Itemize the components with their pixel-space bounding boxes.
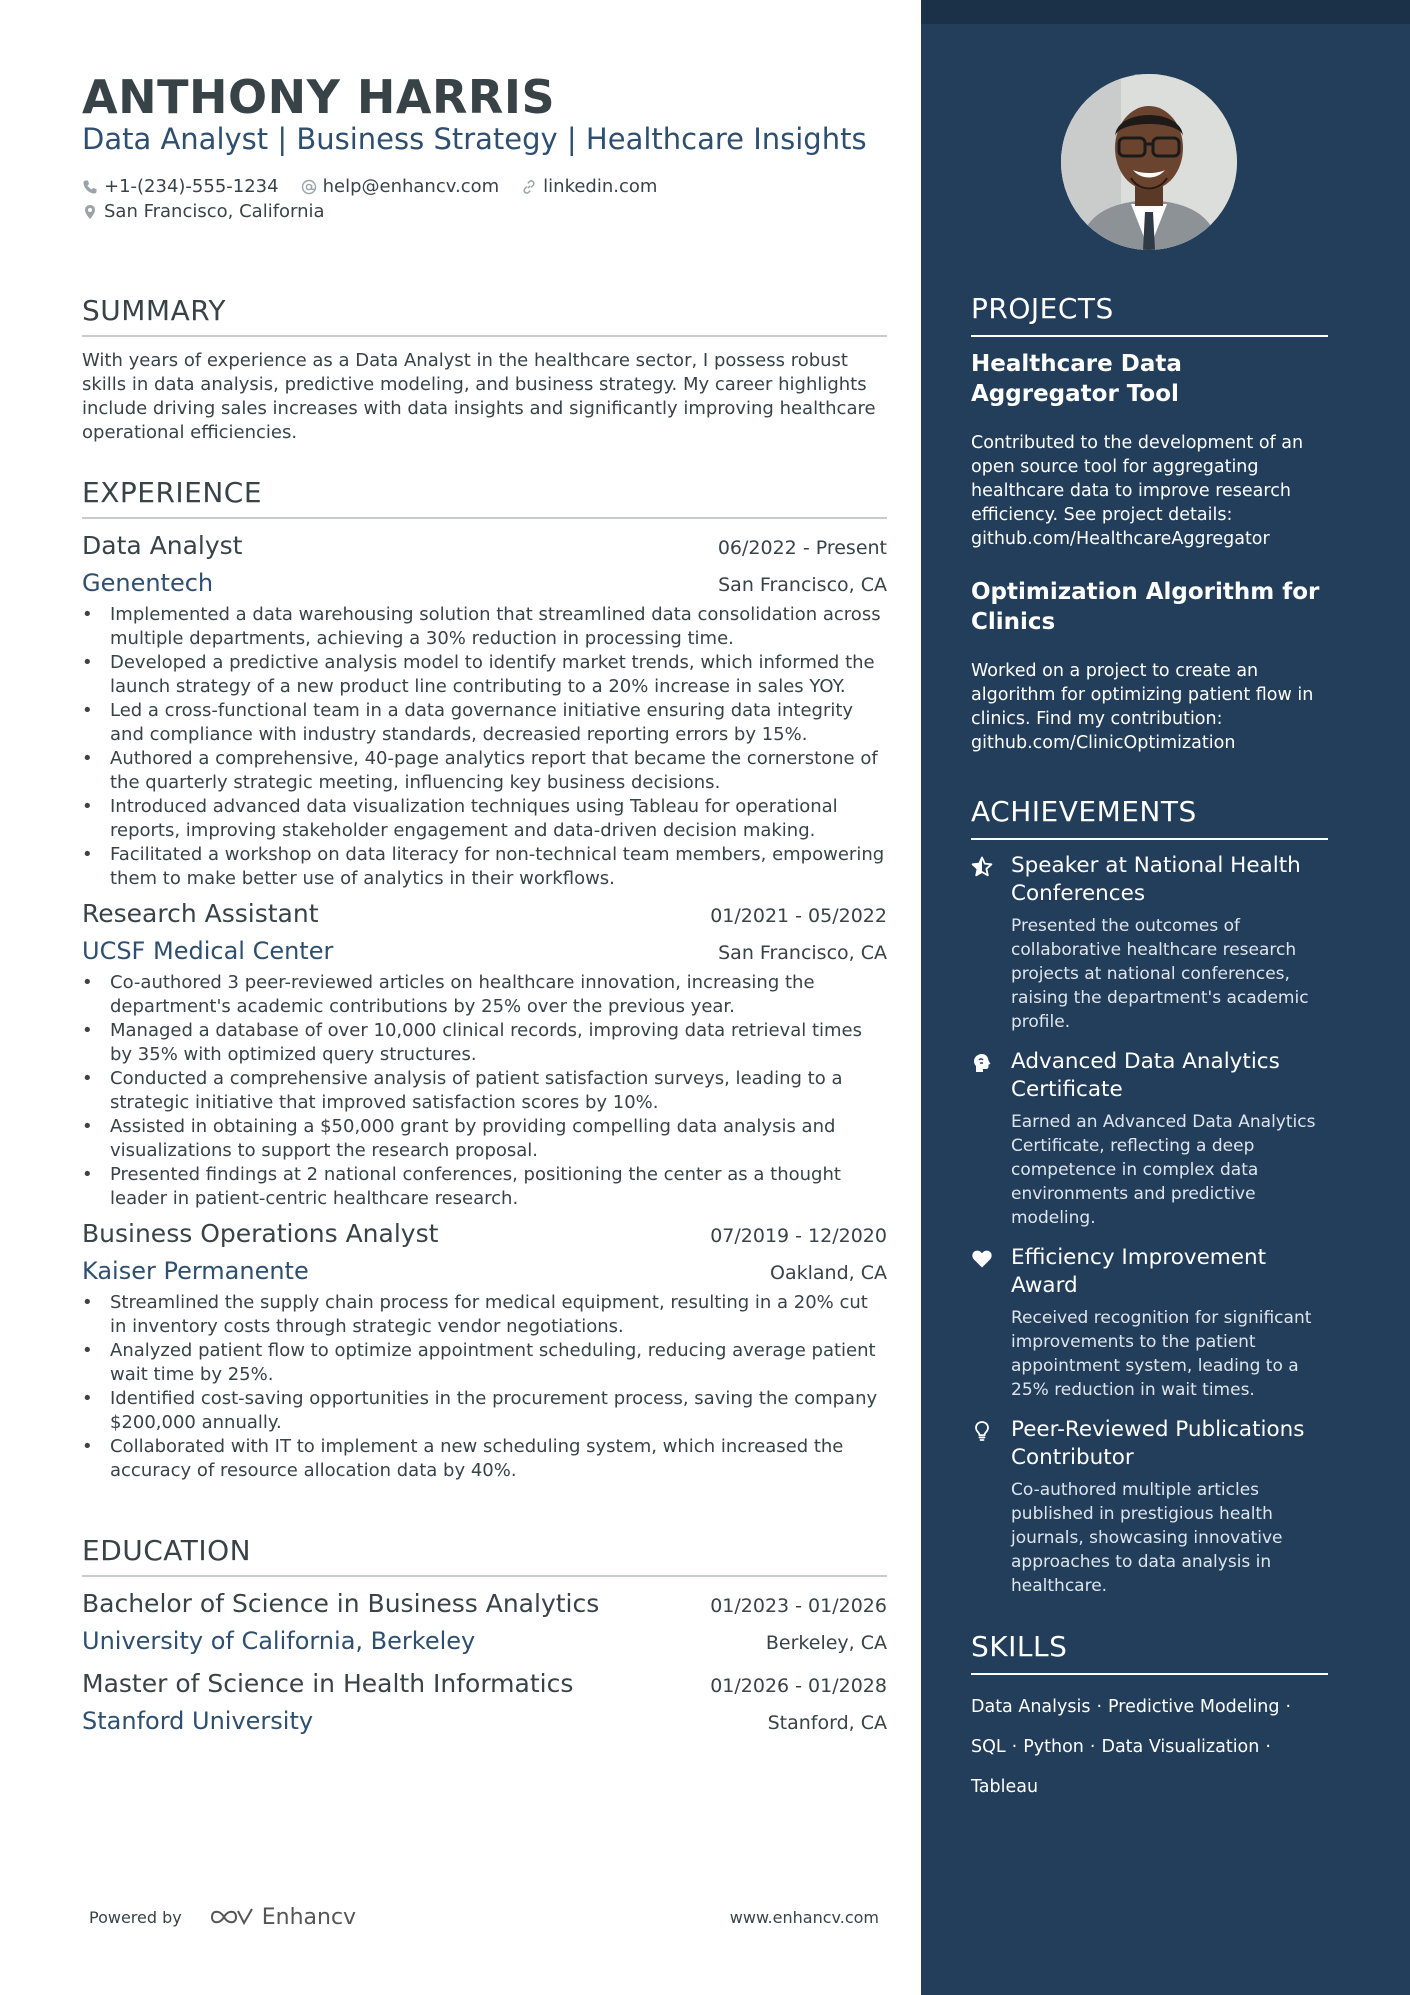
bullet: • Assisted in obtaining a $50,000 grant by providing compelling data analysis and visualizations to support the research proposal.: [82, 1115, 887, 1163]
skill-separator: ·: [1089, 1737, 1096, 1757]
heart-icon: [971, 1248, 993, 1270]
job-company: Kaiser Permanente: [82, 1257, 309, 1285]
education-dates: 01/2023 - 01/2026: [710, 1595, 887, 1617]
lightbulb-icon: [971, 1420, 993, 1442]
achievement-item: [971, 852, 1328, 1034]
bullet: • Facilitated a workshop on data literacy for non-technical team members, empowering them to make better use of analytics in their workflows.: [82, 843, 887, 891]
achievements-title: ACHIEVEMENTS: [971, 795, 1328, 840]
bullet: • Authored a comprehensive, 40-page analytics report that became the cornerstone of the quarterly strategic meeting, influencing key business decisions.: [82, 747, 887, 795]
brain-icon: [971, 1052, 993, 1074]
linkedin-link[interactable]: linkedin.com: [543, 176, 658, 197]
profile-photo: [1061, 74, 1237, 250]
projects-title: PROJECTS: [971, 292, 1328, 337]
phone-text: +1-(234)-555-1234: [104, 176, 279, 197]
achievement-description: Co-authored multiple articles published in prestigious health journals, showcasing innovative approaches to data analysis in healthcare.: [1011, 1480, 1283, 1596]
project-description: Worked on a project to create an algorithm for optimizing patient flow in clinics. Find my contribution: github.com/ClinicOptimization: [971, 661, 1314, 753]
email-link[interactable]: help@enhancv.com: [322, 176, 500, 197]
location-text: San Francisco, California: [104, 201, 325, 222]
achievement-description: Presented the outcomes of collaborative healthcare research projects at national conferences, raising the department's academic profile.: [1011, 916, 1309, 1032]
education-title: EDUCATION: [82, 1534, 887, 1577]
bullet: • Introduced advanced data visualization techniques using Tableau for operational reports, improving stakeholder engagement and data-driven decision making.: [82, 795, 887, 843]
achievement-item: [971, 1416, 1328, 1598]
achievement-title: Speaker at National Health Conferences: [1011, 853, 1301, 906]
project-title: Optimization Algorithm for Clinics: [971, 579, 1320, 635]
degree: Master of Science in Health Informatics: [82, 1669, 574, 1698]
school-location: Berkeley, CA: [765, 1632, 887, 1654]
job-title: Data Analyst: [82, 531, 243, 560]
skills-list: [971, 1687, 1328, 1807]
candidate-name: ANTHONY HARRIS: [82, 70, 556, 124]
sidebar-content: [971, 292, 1328, 1807]
experience-title: EXPERIENCE: [82, 476, 887, 519]
skill-separator: ·: [1011, 1737, 1018, 1757]
bullet: • Implemented a data warehousing solution that streamlined data consolidation across multiple departments, achieving a 30% reduction in processing time.: [82, 603, 887, 651]
skill-tag: Data Visualization: [1101, 1737, 1260, 1757]
achievements-list: [971, 852, 1328, 1598]
job-bullets: [82, 603, 887, 891]
bullet: • Led a cross-functional team in a data governance initiative ensuring data integrity and compliance with industry standards, decreasied reporting errors by 15%.: [82, 699, 887, 747]
project-description: Contributed to the development of an open source tool for aggregating healthcare data to improve research efficiency. See project details: github.com/HealthcareAggregator: [971, 433, 1304, 549]
sidebar-top-bar: [921, 0, 1410, 24]
skill-tag: Data Analysis: [971, 1697, 1091, 1717]
job-dates: 06/2022 - Present: [717, 537, 887, 559]
job-company: UCSF Medical Center: [82, 937, 334, 965]
profile-photo-illustration: [1061, 74, 1237, 250]
summary-text: With years of experience as a Data Analyst in the healthcare sector, I possess robust skills in data analysis, predictive modeling, and business strategy. My career highlights include driving sales increases with data insights and significantly improving healthcare operational efficiencies.: [82, 350, 876, 443]
achievement-title: Peer-Reviewed Publications Contributor: [1011, 1417, 1305, 1470]
project-item: [971, 349, 1328, 551]
enhancv-logo-icon: [208, 1905, 254, 1929]
skill-separator: ·: [1285, 1697, 1292, 1717]
achievement-title: Advanced Data Analytics Certificate: [1011, 1049, 1280, 1102]
job-bullets: [82, 1291, 887, 1483]
bullet: • Conducted a comprehensive analysis of patient satisfaction surveys, leading to a strategic initiative that improved satisfaction scores by 10%.: [82, 1067, 887, 1115]
project-title: Healthcare Data Aggregator Tool: [971, 351, 1182, 407]
achievement-title: Efficiency Improvement Award: [1011, 1245, 1267, 1298]
phone-icon: [82, 179, 98, 195]
skill-tag: SQL: [971, 1737, 1006, 1757]
bullet: • Co-authored 3 peer-reviewed articles on healthcare innovation, increasing the department's academic contributions by 25% over the previous year.: [82, 971, 887, 1019]
contact-row: [82, 176, 679, 197]
job-title: Business Operations Analyst: [82, 1219, 439, 1248]
job-entry: [82, 1219, 887, 1483]
contact-email[interactable]: [301, 176, 500, 197]
summary-title: SUMMARY: [82, 294, 887, 337]
project-item: [971, 577, 1328, 755]
bullet: • Managed a database of over 10,000 clinical records, improving data retrieval times by 35% with optimized query structures.: [82, 1019, 887, 1067]
summary-section: [82, 294, 887, 445]
education-entry: [82, 1669, 887, 1741]
bullet: • Presented findings at 2 national conferences, positioning the center as a thought leader in patient-centric healthcare research.: [82, 1163, 887, 1211]
job-location: San Francisco, CA: [718, 942, 887, 964]
experience-section: [82, 476, 887, 1491]
bullet: • Collaborated with IT to implement a new scheduling system, which increased the accuracy of resource allocation data by 40%.: [82, 1435, 887, 1483]
skill-tag: Python: [1023, 1737, 1084, 1757]
job-dates: 07/2019 - 12/2020: [710, 1225, 887, 1247]
contact-linkedin[interactable]: [521, 176, 657, 197]
skills-title: SKILLS: [971, 1630, 1328, 1675]
achievement-item: [971, 1244, 1328, 1402]
achievement-description: Earned an Advanced Data Analytics Certificate, reflecting a deep competence in complex data environments and predictive modeling.: [1011, 1112, 1316, 1228]
job-dates: 01/2021 - 05/2022: [710, 905, 887, 927]
school-location: Stanford, CA: [767, 1712, 887, 1734]
website-link[interactable]: www.enhancv.com: [729, 1907, 879, 1927]
powered-by-label: Powered by: [89, 1907, 182, 1927]
degree: Bachelor of Science in Business Analytics: [82, 1589, 600, 1618]
brand-name: Enhancv: [261, 1904, 357, 1930]
bullet: • Streamlined the supply chain process for medical equipment, resulting in a 20% cut in inventory costs through strategic vendor negotiations.: [82, 1291, 887, 1339]
job-location: Oakland, CA: [770, 1262, 887, 1284]
at-icon: [301, 179, 317, 195]
contact-location: [82, 201, 325, 222]
sidebar: [921, 0, 1410, 1995]
link-icon: [521, 179, 537, 195]
school: University of California, Berkeley: [82, 1627, 476, 1655]
education-section: [82, 1534, 887, 1749]
location-pin-icon: [82, 204, 98, 220]
job-company: Genentech: [82, 569, 214, 597]
achievement-item: [971, 1048, 1328, 1230]
job-title: Research Assistant: [82, 899, 319, 928]
skill-tag: Tableau: [971, 1777, 1039, 1797]
job-entry: [82, 531, 887, 891]
education-dates: 01/2026 - 01/2028: [710, 1675, 887, 1697]
skill-separator: ·: [1096, 1697, 1103, 1717]
powered-by: [89, 1905, 356, 1930]
brand-logo[interactable]: [208, 1905, 356, 1930]
school: Stanford University: [82, 1707, 314, 1735]
bullet: • Developed a predictive analysis model to identify market trends, which informed the launch strategy of a new product line contributing to a 20% increase in sales YOY.: [82, 651, 887, 699]
bullet: • Analyzed patient flow to optimize appointment scheduling, reducing average patient wait time by 25%.: [82, 1339, 887, 1387]
achievement-description: Received recognition for significant improvements to the patient appointment system, leading to a 25% reduction in wait times.: [1011, 1308, 1312, 1400]
headline: Data Analyst | Business Strategy | Healthcare Insights: [82, 122, 867, 156]
job-location: San Francisco, CA: [718, 574, 887, 596]
bullet: • Identified cost-saving opportunities in the procurement process, saving the company $200,000 annually.: [82, 1387, 887, 1435]
skill-separator: ·: [1265, 1737, 1271, 1757]
footer: [89, 1902, 879, 1932]
contact-phone: [82, 176, 279, 197]
skill-tag: Predictive Modeling: [1108, 1697, 1280, 1717]
education-entry: [82, 1589, 887, 1661]
job-bullets: [82, 971, 887, 1211]
location-row: [82, 201, 347, 222]
star-icon: [971, 856, 993, 878]
job-entry: [82, 899, 887, 1211]
